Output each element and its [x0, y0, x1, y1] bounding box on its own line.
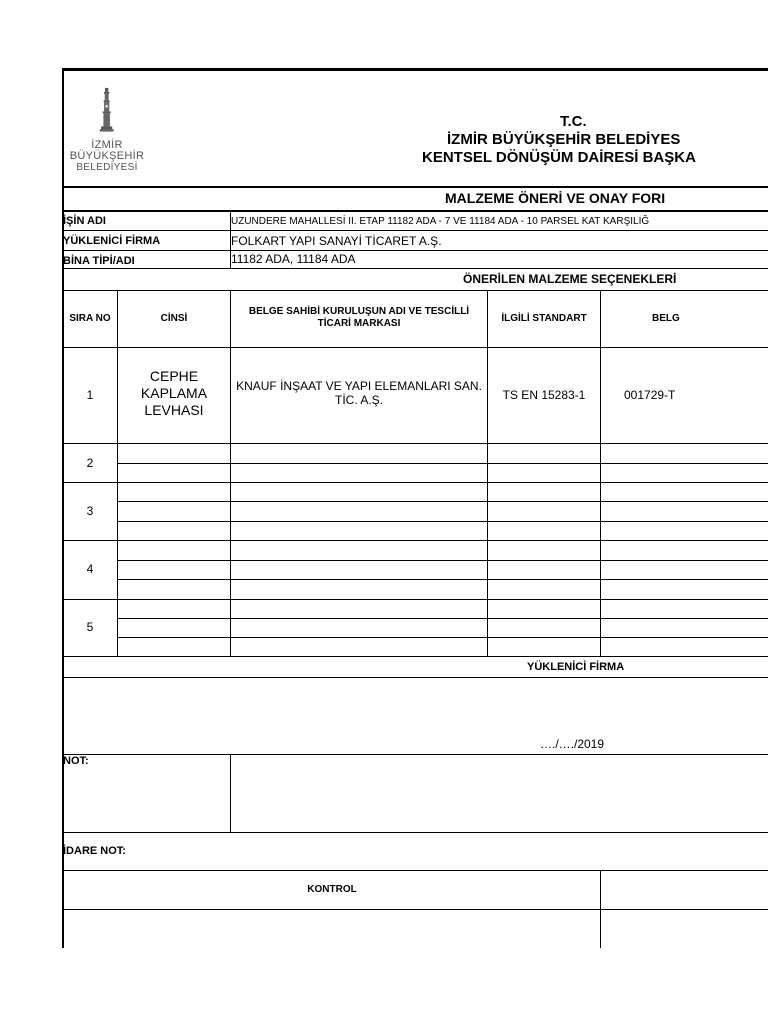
th-cinsi: CİNSİ — [160, 313, 188, 324]
row1-no: 1 — [86, 388, 94, 402]
col-line-3 — [487, 290, 488, 656]
logo-text-buyuksehir: BÜYÜKŞEHİR — [69, 150, 145, 162]
rule-sub — [117, 579, 768, 580]
rule-table-bottom — [62, 656, 768, 657]
top-border — [62, 68, 768, 71]
row1-doc: 001729-T — [624, 388, 676, 402]
rule-sub — [117, 521, 768, 522]
info-label-job-name: İŞİN ADI — [63, 215, 106, 227]
th-ilgili-standart: İLGİLİ STANDART — [501, 313, 587, 324]
contractor-signature-label: YÜKLENİCİ FİRMA — [527, 661, 625, 673]
col-line-1 — [117, 290, 118, 656]
section-title: ÖNERİLEN MALZEME SEÇENEKLERİ — [463, 272, 677, 286]
row1-owner: KNAUF İNŞAAT VE YAPI ELEMANLARI SAN. TİC. A.Ş. — [236, 379, 482, 407]
rule-date-bottom — [62, 754, 768, 755]
rule-row4-bottom — [62, 599, 768, 600]
row4-no: 4 — [86, 562, 94, 576]
rule-sub — [117, 501, 768, 502]
rule-title-bottom — [62, 210, 768, 212]
info-label-building-type: BİNA TİPİ/ADI — [63, 255, 135, 267]
logo-text-izmir: İZMİR — [91, 139, 123, 151]
th-belge-sahibi: BELGE SAHİBİ KURULUŞUN ADI VE TESCİLLİ TİCARİ MARKASI — [248, 306, 470, 329]
rule-row2-bottom — [62, 482, 768, 483]
rule-info-1 — [62, 230, 768, 231]
row3-no: 3 — [86, 504, 94, 518]
control-label: KONTROL — [307, 884, 357, 895]
th-belge: BELG — [652, 313, 680, 324]
col-line-2 — [230, 290, 231, 656]
rule-info-divider — [230, 210, 231, 268]
rule-info-3 — [62, 268, 768, 269]
row1-type: CEPHE KAPLAMA LEVHASI — [140, 368, 208, 418]
header-tc: T.C. — [560, 113, 587, 130]
row2-no: 2 — [86, 456, 94, 470]
header-municipality: İZMİR BÜYÜKŞEHİR BELEDİYES — [447, 131, 681, 148]
rule-info-2 — [62, 250, 768, 251]
info-value-job-name: UZUNDERE MAHALLESİ II. ETAP 11182 ADA - 7 VE 11184 ADA - 10 PARSEL KAT KARŞILIĞ — [231, 216, 650, 227]
rule-section-bottom — [62, 290, 768, 291]
row1-standard: TS EN 15283-1 — [502, 388, 586, 402]
note-label: NOT: — [63, 755, 89, 767]
rule-header-bottom — [62, 186, 768, 188]
rule-table-header-bottom — [62, 347, 768, 348]
rule-sub — [117, 618, 768, 619]
rule-sub — [117, 463, 768, 464]
rule-control-bottom — [62, 909, 768, 910]
info-label-contractor: YÜKLENİCİ FİRMA — [63, 235, 161, 247]
izmir-clock-tower-logo — [64, 84, 150, 144]
note-divider — [230, 754, 231, 832]
rule-row1-bottom — [62, 443, 768, 444]
th-sira-no: SIRA NO — [69, 313, 111, 324]
rule-admin-note-bottom — [62, 870, 768, 871]
logo-text-belediyesi: BELEDİYESİ — [76, 162, 138, 173]
signature-date: …./…./2019 — [540, 737, 605, 751]
rule-note-bottom — [62, 832, 768, 833]
rule-sub — [117, 637, 768, 638]
rule-row3-bottom — [62, 540, 768, 541]
rule-contractor-label-bottom — [62, 677, 768, 678]
header-department: KENTSEL DÖNÜŞÜM DAİRESİ BAŞKA — [422, 149, 696, 166]
form-title: MALZEME ÖNERİ VE ONAY FORI — [445, 190, 666, 206]
info-value-building-type: 11182 ADA, 11184 ADA — [231, 252, 356, 266]
admin-note-label: İDARE NOT: — [63, 845, 126, 857]
row5-no: 5 — [86, 620, 94, 634]
col-line-4 — [600, 290, 601, 656]
info-value-contractor: FOLKART YAPI SANAYİ TİCARET A.Ş. — [231, 234, 442, 248]
rule-sub — [117, 560, 768, 561]
